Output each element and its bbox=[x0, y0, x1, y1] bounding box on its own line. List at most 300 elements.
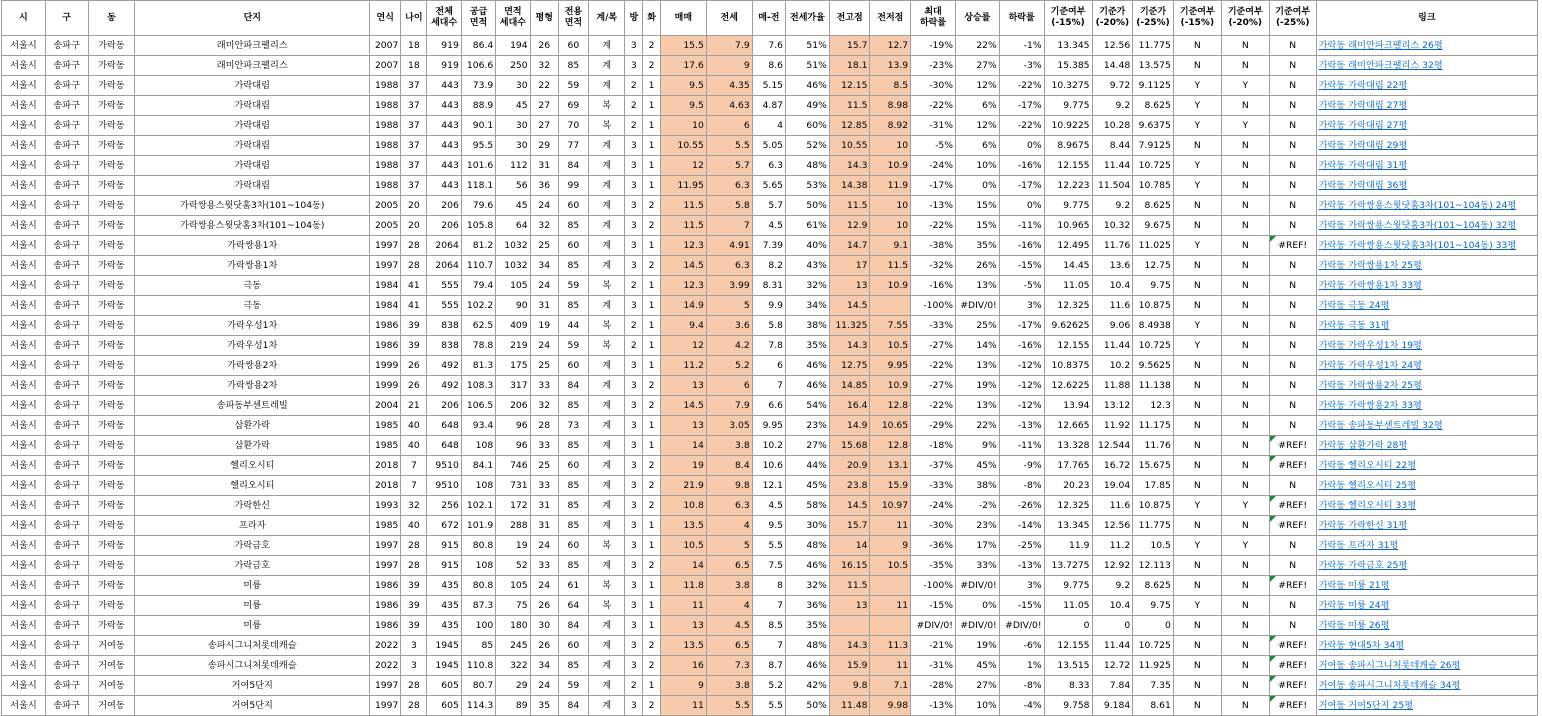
column-header[interactable]: 구 bbox=[45, 1, 88, 36]
table-cell[interactable]: -1% bbox=[999, 36, 1044, 56]
hyperlink[interactable]: 가락동 헬리오시티 25평 bbox=[1318, 480, 1417, 491]
table-cell[interactable]: 8.4 bbox=[706, 456, 752, 476]
table-cell[interactable]: 26 bbox=[530, 596, 558, 616]
table-cell[interactable]: 가락동 bbox=[88, 56, 135, 76]
table-cell[interactable]: 18.1 bbox=[829, 56, 870, 76]
table-cell[interactable]: 40% bbox=[786, 236, 830, 256]
table-cell[interactable]: 2 bbox=[643, 36, 661, 56]
hyperlink[interactable]: 가락동 삼환가락 28평 bbox=[1318, 440, 1408, 451]
table-cell[interactable]: 108 bbox=[461, 476, 495, 496]
table-cell[interactable]: 서울시 bbox=[2, 436, 46, 456]
table-cell[interactable]: 10.6 bbox=[752, 456, 785, 476]
table-cell[interactable]: 29 bbox=[530, 136, 558, 156]
table-cell[interactable]: -18% bbox=[911, 436, 956, 456]
table-cell[interactable]: 6 bbox=[706, 116, 752, 136]
table-cell[interactable]: 37 bbox=[401, 176, 427, 196]
table-cell[interactable]: 80.8 bbox=[461, 576, 495, 596]
table-cell[interactable] bbox=[870, 296, 911, 316]
table-cell[interactable]: 39 bbox=[401, 596, 427, 616]
table-cell[interactable]: 13 bbox=[829, 596, 870, 616]
table-cell[interactable]: 85 bbox=[558, 256, 588, 276]
table-cell[interactable]: 6% bbox=[955, 96, 999, 116]
table-cell[interactable]: 계 bbox=[589, 56, 625, 76]
table-cell[interactable]: N bbox=[1269, 416, 1316, 436]
table-cell[interactable]: 1 bbox=[643, 156, 661, 176]
table-cell[interactable]: 5.7 bbox=[752, 196, 785, 216]
table-cell[interactable]: 12.7 bbox=[870, 36, 911, 56]
table-cell[interactable]: 서울시 bbox=[2, 576, 46, 596]
table-cell[interactable]: 3 bbox=[625, 636, 643, 656]
table-cell[interactable]: 206 bbox=[496, 396, 530, 416]
table-cell[interactable]: 9.6375 bbox=[1133, 116, 1174, 136]
table-cell[interactable]: 가락금호 bbox=[135, 536, 370, 556]
table-cell[interactable]: N bbox=[1269, 556, 1316, 576]
table-cell[interactable]: 45% bbox=[786, 476, 830, 496]
table-cell[interactable]: 19 bbox=[530, 316, 558, 336]
table-cell[interactable] bbox=[1316, 356, 1537, 376]
table-cell[interactable]: 19% bbox=[955, 376, 999, 396]
table-cell[interactable]: 70 bbox=[558, 116, 588, 136]
table-cell[interactable]: 송파구 bbox=[45, 296, 88, 316]
table-cell[interactable]: 9.62625 bbox=[1044, 316, 1092, 336]
table-cell[interactable]: 3 bbox=[625, 256, 643, 276]
table-cell[interactable]: 46% bbox=[786, 556, 830, 576]
table-cell[interactable]: #DIV/0! bbox=[911, 616, 956, 636]
table-cell[interactable]: 46% bbox=[786, 356, 830, 376]
table-cell[interactable]: 가락동 bbox=[88, 576, 135, 596]
table-cell[interactable]: N bbox=[1221, 316, 1269, 336]
table-cell[interactable]: 2007 bbox=[370, 56, 401, 76]
table-cell[interactable]: 28 bbox=[401, 536, 427, 556]
table-cell[interactable]: 13.328 bbox=[1044, 436, 1092, 456]
table-cell[interactable]: N bbox=[1269, 136, 1316, 156]
table-cell[interactable]: 13 bbox=[660, 376, 706, 396]
table-cell[interactable]: 송파시그니처롯데캐슬 bbox=[135, 656, 370, 676]
table-cell[interactable]: 4.91 bbox=[706, 236, 752, 256]
table-cell[interactable]: 송파구 bbox=[45, 636, 88, 656]
table-cell[interactable]: 0 bbox=[1092, 616, 1133, 636]
table-cell[interactable]: 서울시 bbox=[2, 656, 46, 676]
table-cell[interactable]: 3.8 bbox=[706, 436, 752, 456]
table-cell[interactable]: 가락동 bbox=[88, 236, 135, 256]
table-cell[interactable]: 복 bbox=[589, 276, 625, 296]
table-cell[interactable]: N bbox=[1269, 336, 1316, 356]
table-cell[interactable]: 3 bbox=[625, 596, 643, 616]
table-cell[interactable]: 5 bbox=[706, 536, 752, 556]
table-cell[interactable]: 8 bbox=[752, 576, 785, 596]
table-cell[interactable]: 84 bbox=[558, 696, 588, 716]
table-cell[interactable]: 6.5 bbox=[706, 636, 752, 656]
table-cell[interactable]: 송파구 bbox=[45, 396, 88, 416]
table-cell[interactable]: 계 bbox=[589, 636, 625, 656]
hyperlink[interactable]: 가락동 극동 24평 bbox=[1318, 300, 1390, 311]
table-cell[interactable]: 28 bbox=[401, 556, 427, 576]
table-cell[interactable]: -4% bbox=[999, 696, 1044, 716]
hyperlink[interactable]: 가락동 가락대림 27평 bbox=[1318, 120, 1408, 131]
table-cell[interactable]: 송파구 bbox=[45, 576, 88, 596]
table-cell[interactable]: 26 bbox=[530, 636, 558, 656]
table-cell[interactable]: 1 bbox=[643, 516, 661, 536]
table-cell[interactable]: 9.9 bbox=[752, 296, 785, 316]
table-cell[interactable]: N bbox=[1173, 636, 1221, 656]
table-cell[interactable]: 1 bbox=[643, 576, 661, 596]
table-cell[interactable]: 3 bbox=[625, 556, 643, 576]
table-cell[interactable]: 85 bbox=[558, 436, 588, 456]
table-cell[interactable]: 48% bbox=[786, 636, 830, 656]
table-cell[interactable]: 7.9 bbox=[706, 36, 752, 56]
table-cell[interactable]: #DIV/0! bbox=[999, 616, 1044, 636]
table-cell[interactable]: 3 bbox=[625, 36, 643, 56]
table-cell[interactable]: 10% bbox=[955, 156, 999, 176]
table-cell[interactable]: 7 bbox=[752, 636, 785, 656]
table-cell[interactable]: 27 bbox=[530, 116, 558, 136]
table-cell[interactable]: 3 bbox=[625, 456, 643, 476]
table-cell[interactable]: 915 bbox=[427, 536, 461, 556]
hyperlink[interactable]: 가락동 현대5차 34평 bbox=[1318, 640, 1405, 651]
table-cell[interactable]: -9% bbox=[999, 456, 1044, 476]
table-cell[interactable]: 33% bbox=[955, 556, 999, 576]
table-cell[interactable]: 12.8 bbox=[870, 436, 911, 456]
table-cell[interactable]: 10.4 bbox=[1092, 596, 1133, 616]
table-cell[interactable]: 서울시 bbox=[2, 696, 46, 716]
table-cell[interactable]: N bbox=[1221, 136, 1269, 156]
table-cell[interactable]: 32% bbox=[786, 576, 830, 596]
table-cell[interactable]: 가락동 bbox=[88, 316, 135, 336]
table-cell[interactable]: 322 bbox=[496, 656, 530, 676]
hyperlink[interactable]: 가락동 가락쌍용스윗닷홈3차(101~104동) 32평 bbox=[1318, 220, 1517, 231]
table-cell[interactable]: 가락동 bbox=[88, 276, 135, 296]
table-cell[interactable]: 10.875 bbox=[1133, 296, 1174, 316]
table-cell[interactable]: 10.5 bbox=[870, 336, 911, 356]
table-cell[interactable]: 서울시 bbox=[2, 496, 46, 516]
hyperlink[interactable]: 가락동 가락금호 25평 bbox=[1318, 560, 1408, 571]
table-cell[interactable]: 11.2 bbox=[1092, 536, 1133, 556]
table-cell[interactable]: 송파구 bbox=[45, 436, 88, 456]
table-cell[interactable]: N bbox=[1269, 536, 1316, 556]
table-cell[interactable]: 송파구 bbox=[45, 656, 88, 676]
table-cell[interactable]: 서울시 bbox=[2, 636, 46, 656]
table-cell[interactable]: N bbox=[1221, 176, 1269, 196]
table-cell[interactable]: 4 bbox=[752, 116, 785, 136]
table-cell[interactable]: 443 bbox=[427, 176, 461, 196]
hyperlink[interactable]: 가락동 헬리오시티 22평 bbox=[1318, 460, 1417, 471]
table-cell[interactable]: 계 bbox=[589, 656, 625, 676]
table-cell[interactable]: -27% bbox=[911, 376, 956, 396]
table-cell[interactable]: N bbox=[1173, 256, 1221, 276]
table-cell[interactable]: -16% bbox=[999, 236, 1044, 256]
table-cell[interactable]: 5.65 bbox=[752, 176, 785, 196]
table-cell[interactable]: 거여동 bbox=[88, 696, 135, 716]
table-cell[interactable]: 37 bbox=[401, 136, 427, 156]
table-cell[interactable]: 2004 bbox=[370, 396, 401, 416]
table-cell[interactable]: 838 bbox=[427, 336, 461, 356]
table-cell[interactable]: -22% bbox=[999, 116, 1044, 136]
table-cell[interactable]: 86.4 bbox=[461, 36, 495, 56]
table-cell[interactable]: 서울시 bbox=[2, 416, 46, 436]
table-cell[interactable]: 9.95 bbox=[870, 356, 911, 376]
table-cell[interactable]: 13% bbox=[955, 276, 999, 296]
table-cell[interactable]: 85 bbox=[461, 636, 495, 656]
table-cell[interactable]: 3 bbox=[625, 156, 643, 176]
table-cell[interactable]: 11.5 bbox=[829, 96, 870, 116]
table-cell[interactable]: N bbox=[1173, 276, 1221, 296]
hyperlink[interactable]: 가락동 가락한신 31평 bbox=[1318, 520, 1408, 531]
table-cell[interactable]: -29% bbox=[911, 416, 956, 436]
table-cell[interactable]: 9 bbox=[706, 56, 752, 76]
table-cell[interactable]: 206 bbox=[427, 396, 461, 416]
table-cell[interactable] bbox=[1316, 476, 1537, 496]
table-cell[interactable]: 1985 bbox=[370, 436, 401, 456]
table-cell[interactable]: 2022 bbox=[370, 636, 401, 656]
table-cell[interactable]: 48% bbox=[786, 536, 830, 556]
table-cell[interactable]: 1 bbox=[643, 276, 661, 296]
table-cell[interactable]: 605 bbox=[427, 676, 461, 696]
table-cell[interactable]: 2 bbox=[643, 256, 661, 276]
table-cell[interactable]: 거여동 bbox=[88, 656, 135, 676]
table-cell[interactable]: 계 bbox=[589, 236, 625, 256]
table-cell[interactable]: N bbox=[1269, 96, 1316, 116]
table-cell[interactable]: 7 bbox=[401, 456, 427, 476]
table-cell[interactable]: 7.8 bbox=[752, 336, 785, 356]
table-cell[interactable]: 44 bbox=[558, 316, 588, 336]
table-cell[interactable]: 가락동 bbox=[88, 356, 135, 376]
table-cell[interactable]: 12.3 bbox=[660, 276, 706, 296]
table-cell[interactable]: 49% bbox=[786, 96, 830, 116]
table-cell[interactable]: N bbox=[1269, 76, 1316, 96]
table-cell[interactable]: 헬리오시티 bbox=[135, 456, 370, 476]
table-cell[interactable]: 19 bbox=[660, 456, 706, 476]
table-cell[interactable]: 2 bbox=[625, 676, 643, 696]
table-cell[interactable]: -37% bbox=[911, 456, 956, 476]
table-cell[interactable]: 10.725 bbox=[1133, 636, 1174, 656]
table-cell[interactable]: N bbox=[1173, 56, 1221, 76]
table-cell[interactable]: 10.3275 bbox=[1044, 76, 1092, 96]
table-cell[interactable]: N bbox=[1173, 696, 1221, 716]
table-cell[interactable]: 42% bbox=[786, 676, 830, 696]
table-cell[interactable] bbox=[1316, 516, 1537, 536]
table-cell[interactable]: 9.95 bbox=[752, 416, 785, 436]
table-cell[interactable]: 13 bbox=[660, 616, 706, 636]
column-header[interactable]: 기준여부 (-15%) bbox=[1173, 1, 1221, 36]
table-cell[interactable]: 39 bbox=[401, 616, 427, 636]
table-cell[interactable]: 32 bbox=[530, 216, 558, 236]
table-cell[interactable]: 40 bbox=[401, 436, 427, 456]
table-cell[interactable]: -30% bbox=[911, 516, 956, 536]
table-cell[interactable]: 37 bbox=[401, 116, 427, 136]
table-cell[interactable]: 6.3 bbox=[752, 156, 785, 176]
table-cell[interactable]: 12.155 bbox=[1044, 156, 1092, 176]
table-cell[interactable]: 2 bbox=[643, 696, 661, 716]
table-cell[interactable]: 11.05 bbox=[1044, 276, 1092, 296]
table-cell[interactable]: 84 bbox=[558, 376, 588, 396]
table-cell[interactable]: 58% bbox=[786, 496, 830, 516]
table-cell[interactable]: 84 bbox=[558, 616, 588, 636]
table-cell[interactable]: 4.87 bbox=[752, 96, 785, 116]
table-cell[interactable]: 서울시 bbox=[2, 396, 46, 416]
table-cell[interactable]: 송파구 bbox=[45, 316, 88, 336]
table-cell[interactable]: 13.9 bbox=[870, 56, 911, 76]
table-cell[interactable]: 20 bbox=[401, 216, 427, 236]
table-cell[interactable]: 래미안파크팰리스 bbox=[135, 56, 370, 76]
table-cell[interactable]: 80.7 bbox=[461, 676, 495, 696]
table-cell[interactable]: 102.1 bbox=[461, 496, 495, 516]
table-cell[interactable]: 3 bbox=[625, 196, 643, 216]
table-cell[interactable]: 26 bbox=[401, 376, 427, 396]
table-cell[interactable]: 731 bbox=[496, 476, 530, 496]
table-cell[interactable]: 10.65 bbox=[870, 416, 911, 436]
table-cell[interactable]: 39 bbox=[401, 336, 427, 356]
table-cell[interactable]: 2 bbox=[625, 276, 643, 296]
table-cell[interactable]: N bbox=[1173, 36, 1221, 56]
table-cell[interactable]: 5.5 bbox=[752, 696, 785, 716]
table-cell[interactable]: 10.8 bbox=[660, 496, 706, 516]
table-cell[interactable]: 6.3 bbox=[706, 256, 752, 276]
table-cell[interactable]: 12.8 bbox=[870, 396, 911, 416]
table-cell[interactable]: -16% bbox=[911, 276, 956, 296]
table-cell[interactable]: 4.2 bbox=[706, 336, 752, 356]
table-cell[interactable]: 172 bbox=[496, 496, 530, 516]
table-cell[interactable]: 45% bbox=[955, 656, 999, 676]
table-cell[interactable]: 서울시 bbox=[2, 96, 46, 116]
table-cell[interactable]: 8.44 bbox=[1092, 136, 1133, 156]
table-cell[interactable]: 1988 bbox=[370, 116, 401, 136]
table-cell[interactable]: 7.35 bbox=[1133, 676, 1174, 696]
table-cell[interactable]: 555 bbox=[427, 276, 461, 296]
table-cell[interactable]: 7.6 bbox=[752, 36, 785, 56]
table-cell[interactable]: 계 bbox=[589, 76, 625, 96]
table-cell[interactable]: 14 bbox=[660, 436, 706, 456]
table-cell[interactable]: Y bbox=[1173, 96, 1221, 116]
table-cell[interactable]: 101.6 bbox=[461, 156, 495, 176]
table-cell[interactable]: 11 bbox=[660, 696, 706, 716]
table-cell[interactable]: Y bbox=[1173, 116, 1221, 136]
table-cell[interactable]: -13% bbox=[911, 196, 956, 216]
column-header[interactable]: 전세 bbox=[706, 1, 752, 36]
table-cell[interactable]: 26 bbox=[401, 356, 427, 376]
table-cell[interactable]: N bbox=[1221, 396, 1269, 416]
table-cell[interactable]: 11 bbox=[660, 596, 706, 616]
table-cell[interactable]: N bbox=[1173, 296, 1221, 316]
table-cell[interactable]: 12.56 bbox=[1092, 36, 1133, 56]
table-cell[interactable]: 14.85 bbox=[829, 376, 870, 396]
table-cell[interactable]: 12.495 bbox=[1044, 236, 1092, 256]
table-cell[interactable]: 30 bbox=[496, 76, 530, 96]
table-cell[interactable]: 30 bbox=[530, 616, 558, 636]
table-cell[interactable]: 가락쌍용스윗닷홈3차(101~104동) bbox=[135, 196, 370, 216]
table-cell[interactable]: 915 bbox=[427, 556, 461, 576]
table-cell[interactable]: N bbox=[1269, 156, 1316, 176]
table-cell[interactable]: 11.6 bbox=[1092, 496, 1133, 516]
table-cell[interactable]: 28 bbox=[530, 416, 558, 436]
table-cell[interactable]: -5% bbox=[999, 276, 1044, 296]
table-cell[interactable]: 6 bbox=[752, 356, 785, 376]
table-cell[interactable]: 11.5 bbox=[660, 216, 706, 236]
table-cell[interactable]: 14.5 bbox=[660, 256, 706, 276]
table-cell[interactable]: 12.75 bbox=[829, 356, 870, 376]
hyperlink[interactable]: 가락동 가락대림 31평 bbox=[1318, 160, 1408, 171]
table-cell[interactable]: 복 bbox=[589, 536, 625, 556]
table-cell[interactable]: Y bbox=[1173, 176, 1221, 196]
table-cell[interactable]: 송파구 bbox=[45, 556, 88, 576]
table-cell[interactable]: 송파구 bbox=[45, 236, 88, 256]
table-cell[interactable]: 10% bbox=[955, 696, 999, 716]
table-cell[interactable]: 송파구 bbox=[45, 176, 88, 196]
table-cell[interactable]: 11.5 bbox=[660, 196, 706, 216]
table-cell[interactable]: -22% bbox=[911, 216, 956, 236]
table-cell[interactable]: 12.9 bbox=[829, 216, 870, 236]
table-cell[interactable]: 85 bbox=[558, 496, 588, 516]
table-cell[interactable]: 96 bbox=[496, 416, 530, 436]
table-cell[interactable]: 29 bbox=[496, 676, 530, 696]
table-cell[interactable]: 가락동 bbox=[88, 516, 135, 536]
table-cell[interactable]: 11.8 bbox=[660, 576, 706, 596]
table-cell[interactable] bbox=[1316, 196, 1537, 216]
table-cell[interactable]: 40 bbox=[401, 416, 427, 436]
table-cell[interactable]: 2 bbox=[625, 76, 643, 96]
table-cell[interactable]: N bbox=[1221, 376, 1269, 396]
table-cell[interactable]: N bbox=[1173, 556, 1221, 576]
table-cell[interactable]: 가락동 bbox=[88, 476, 135, 496]
table-cell[interactable]: N bbox=[1173, 616, 1221, 636]
table-cell[interactable]: 11.44 bbox=[1092, 156, 1133, 176]
table-cell[interactable]: 2 bbox=[643, 396, 661, 416]
table-cell[interactable]: 4.5 bbox=[752, 216, 785, 236]
table-cell[interactable]: 435 bbox=[427, 596, 461, 616]
table-cell[interactable]: 가락동 bbox=[88, 496, 135, 516]
table-cell[interactable] bbox=[1316, 556, 1537, 576]
table-cell[interactable] bbox=[1316, 616, 1537, 636]
table-cell[interactable]: 78.8 bbox=[461, 336, 495, 356]
table-cell[interactable]: 1999 bbox=[370, 356, 401, 376]
table-cell[interactable]: 1 bbox=[643, 136, 661, 156]
table-cell[interactable]: 6.3 bbox=[706, 176, 752, 196]
table-cell[interactable]: 14 bbox=[829, 536, 870, 556]
table-cell[interactable]: 25 bbox=[530, 456, 558, 476]
table-cell[interactable]: N bbox=[1221, 256, 1269, 276]
table-cell[interactable]: 0% bbox=[955, 596, 999, 616]
table-cell[interactable]: 3 bbox=[625, 176, 643, 196]
table-cell[interactable]: 거여동 bbox=[88, 676, 135, 696]
table-cell[interactable]: 송파구 bbox=[45, 456, 88, 476]
table-cell[interactable]: 10.5 bbox=[660, 536, 706, 556]
table-cell[interactable]: 5.8 bbox=[706, 196, 752, 216]
table-cell[interactable]: 1 bbox=[643, 76, 661, 96]
table-cell[interactable]: N bbox=[1221, 456, 1269, 476]
table-cell[interactable]: 1997 bbox=[370, 536, 401, 556]
table-cell[interactable]: 7.3 bbox=[706, 656, 752, 676]
table-cell[interactable]: 14.45 bbox=[1044, 256, 1092, 276]
table-cell[interactable]: 1988 bbox=[370, 136, 401, 156]
hyperlink[interactable]: 가락동 가락쌍용스윗닷홈3차(101~104동) 33평 bbox=[1318, 240, 1517, 251]
table-cell[interactable]: -16% bbox=[999, 156, 1044, 176]
table-cell[interactable]: 송파구 bbox=[45, 36, 88, 56]
table-cell[interactable]: 가락동 bbox=[88, 396, 135, 416]
table-cell[interactable]: 10.875 bbox=[1133, 496, 1174, 516]
table-cell[interactable]: 가락동 bbox=[88, 416, 135, 436]
table-cell[interactable]: 12.113 bbox=[1133, 556, 1174, 576]
table-cell[interactable]: 9 bbox=[660, 676, 706, 696]
table-cell[interactable]: 8.31 bbox=[752, 276, 785, 296]
table-cell[interactable]: 13.5 bbox=[660, 636, 706, 656]
table-cell[interactable]: -30% bbox=[911, 76, 956, 96]
table-cell[interactable]: 1 bbox=[643, 616, 661, 636]
table-cell[interactable]: -15% bbox=[911, 596, 956, 616]
table-cell[interactable]: N bbox=[1269, 296, 1316, 316]
table-cell[interactable]: N bbox=[1221, 96, 1269, 116]
table-cell[interactable]: -6% bbox=[999, 636, 1044, 656]
column-header[interactable]: 공급 면적 bbox=[461, 1, 495, 36]
table-cell[interactable]: N bbox=[1173, 516, 1221, 536]
